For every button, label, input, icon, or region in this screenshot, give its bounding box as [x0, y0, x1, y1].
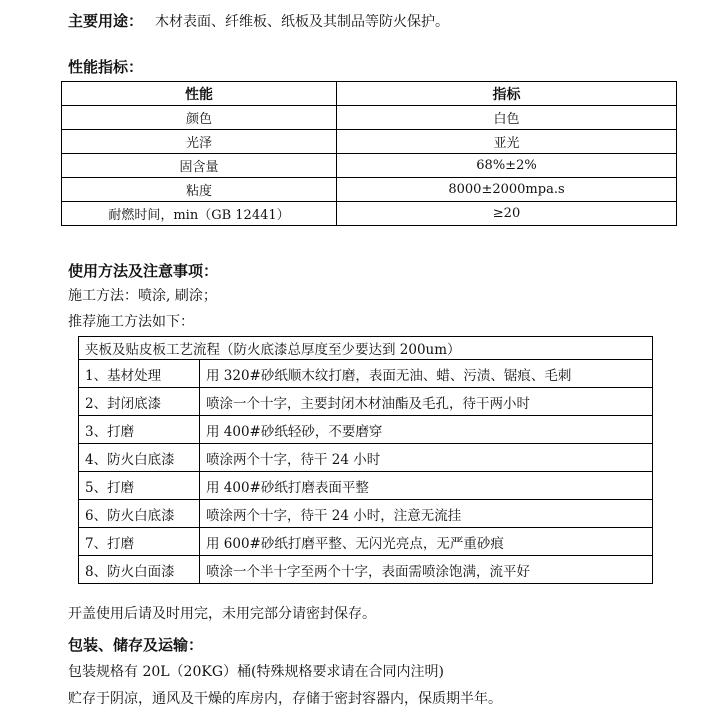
packaging-heading: 包装、储存及运输：: [68, 636, 204, 654]
specs-column-header: 指标: [337, 82, 677, 106]
step-name: 3、打磨: [79, 416, 200, 444]
table-row: [79, 556, 653, 584]
spec-property: 固含量: [62, 154, 337, 178]
table-row: [62, 178, 677, 202]
table-row: [79, 360, 653, 388]
table-row: [79, 500, 653, 528]
process-title-row: [79, 337, 653, 360]
table-row: [62, 130, 677, 154]
step-description: 喷涂一个半十字至两个十字，表面需喷涂饱满，流平好: [200, 556, 653, 584]
step-description: 喷涂一个十字，主要封闭木材油酯及毛孔，待干两小时: [200, 388, 653, 416]
table-row: [79, 528, 653, 556]
step-description: 喷涂两个十字，待干 24 小时，注意无流挂: [200, 500, 653, 528]
table-row: [62, 154, 677, 178]
usage-text: 木材表面、纤维板、纸板及其制品等防火保护。: [155, 14, 449, 30]
step-description: 用 400#砂纸轻砂，不要磨穿: [200, 416, 653, 444]
step-description: 用 600#砂纸打磨平整、无闪光亮点，无严重砂痕: [200, 528, 653, 556]
usage-label: 主要用途：: [68, 12, 144, 30]
step-name: 2、封闭底漆: [79, 388, 200, 416]
process-table: [78, 336, 653, 584]
spec-value: 8000±2000mpa.s: [337, 178, 677, 202]
step-description: 用 320#砂纸顺木纹打磨，表面无油、蜡、污渍、锯痕、毛刺: [200, 360, 653, 388]
spec-value: 68%±2%: [337, 154, 677, 178]
spec-value: 亚光: [337, 130, 677, 154]
specs-header-row: [62, 82, 677, 106]
table-row: [79, 388, 653, 416]
specs-heading: 性能指标：: [68, 58, 144, 76]
step-name: 1、基材处理: [79, 360, 200, 388]
step-name: 5、打磨: [79, 472, 200, 500]
spec-value: 白色: [337, 106, 677, 130]
method-text: 施工方法：喷涂, 刷涂；: [68, 288, 217, 304]
step-name: 6、防火白底漆: [79, 500, 200, 528]
storage-note: 开盖使用后请及时用完，未用完部分请密封保存。: [68, 606, 376, 622]
table-row: [79, 472, 653, 500]
spec-property: 颜色: [62, 106, 337, 130]
specs-table: [61, 81, 677, 226]
table-row: [79, 416, 653, 444]
step-name: 4、防火白底漆: [79, 444, 200, 472]
spec-property: 粘度: [62, 178, 337, 202]
process-table-title: 夹板及贴皮板工艺流程（防火底漆总厚度至少要达到 200um）: [79, 337, 653, 360]
packaging-spec: 包装规格有 20L（20KG）桶(特殊规格要求请在合同内注明): [68, 664, 444, 680]
table-row: [79, 444, 653, 472]
step-description: 用 400#砂纸打磨表面平整: [200, 472, 653, 500]
table-row: [62, 202, 677, 226]
specs-column-header: 性能: [62, 82, 337, 106]
step-name: 8、防火白面漆: [79, 556, 200, 584]
spec-property: 光泽: [62, 130, 337, 154]
instructions-heading: 使用方法及注意事项：: [68, 262, 219, 280]
table-row: [62, 106, 677, 130]
spec-property: 耐燃时间，min（GB 12441）: [62, 202, 337, 226]
storage-conditions: 贮存于阴凉，通风及干燥的库房内，存储于密封容器内，保质期半年。: [68, 691, 502, 707]
spec-value: ≥20: [337, 202, 677, 226]
step-description: 喷涂两个十字，待干 24 小时: [200, 444, 653, 472]
recommend-text: 推荐施工方法如下：: [68, 314, 194, 330]
step-name: 7、打磨: [79, 528, 200, 556]
